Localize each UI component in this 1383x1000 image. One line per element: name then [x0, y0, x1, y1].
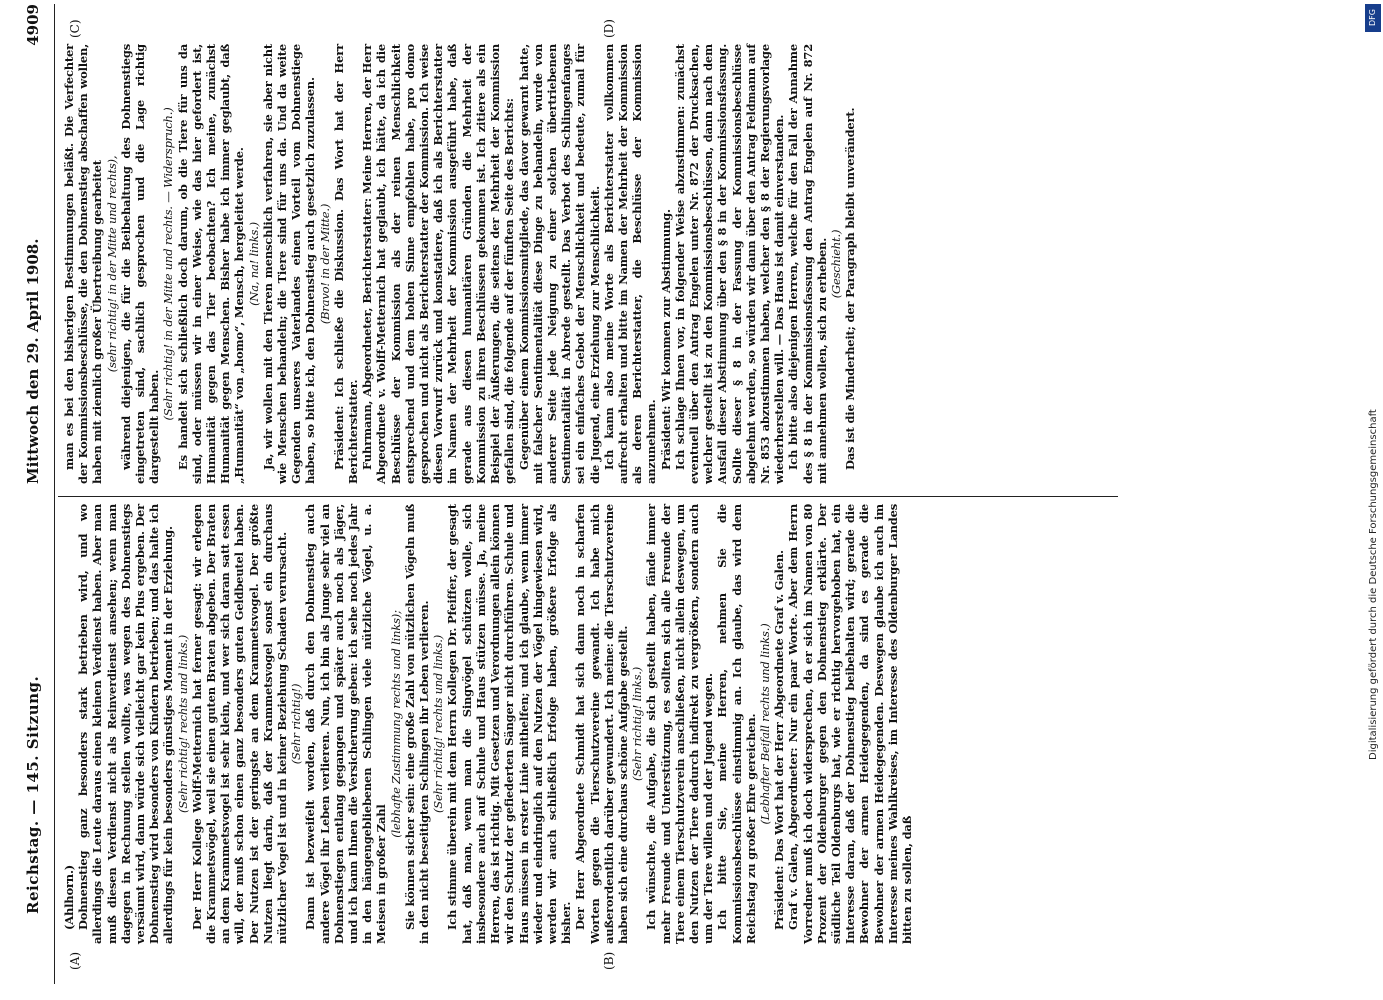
page-header: [12, 4, 52, 984]
paragraph: Der Herr Kollege Wolff-Metternich hat ferner gesagt: wir erlegen die Krammetsvögel, weil sie einen guten Braten abgeben. Der Braten an dem Krammetsvogel ist sehr klein, und wer sich daran satt essen will, der muß schon einen ganz besonders guten Geldbeutel haben. Der Nutzen ist der geringste an dem Krammetsvogel. Der größte Nutzen liegt darin, daß der Krammetsvogel sonst ein durchaus nützlicher Vogel ist und in keiner Beziehung Schaden verursacht.: [189, 504, 290, 944]
dfg-logo: DFG: [1365, 4, 1381, 32]
quotation: Gegenüber einem Kommissionsmitgliede, das davor gewarnt hatte, mit falscher Sentimentalität diese Dinge zu behandeln, wurde von anderer Seite jede Neigung zu einer solchen übertriebenen Sentimentalität in Abrede gestellt. Das Verbot des Schlingenfanges sei ein einfaches Gebot der Menschlichkeit und bedeute, zumal für die Jugend, eine Erziehung zur Menschlichkeit.: [516, 44, 602, 484]
interjection: (Lebhafter Beifall rechts und links.): [757, 623, 772, 825]
header-rule: [54, 4, 55, 984]
header-left: Reichstag. — 145. Sitzung.: [24, 675, 42, 914]
paragraph: Das ist die Minderheit; der Paragraph bleibt unverändert.: [843, 107, 858, 470]
paragraph: Ich bitte Sie, meine Herren, nehmen Sie die Kommissionsbeschlüsse einstimmig an. Ich glaube, das wird dem Reichstag zu großer Ehre gereichen.: [715, 504, 758, 944]
paragraph: man es bei den bisherigen Bestimmungen beläßt. Die Verfechter der Kommissionsbeschlüsse, die den Dohnenstieg abschaffen wollen, haben mit ziemlich großer Übertreibung gearbeitet: [62, 44, 105, 484]
page-number: 4909: [24, 4, 42, 46]
speaker-paragraph: Präsident: Ich schließe die Diskussion. Das Wort hat der Herr Berichterstatter.: [331, 44, 361, 484]
digitization-credit: Digitalisierung gefördert durch die Deutsche Forschungsgemeinschaft: [1368, 409, 1379, 760]
interjection: (Geschieht.): [828, 229, 843, 299]
speaker-paragraph: Graf v. Galen, Abgeordneter: Nur ein paar Worte. Aber dem Herrn Vorredner muß ich doch widersprechen, da er sich im Namen von 80 Prozent der Oldenburger gegen den Dohnenstieg erklärte. Der südliche Teil Oldenburgs hat, wie er richtig hervorgehoben hat, ein Interesse daran, daß der Dohnenstieg beibehalten wird; gerade die Bewohner der armen Heidegegenden, da sind es gerade die Bewohner der armen Heidegegenden. Deswegen glaube ich auch im Interesse meines Wahlkreises, im Interesse des Oldenburger Landes bitten zu sollen, daß: [786, 504, 914, 944]
speaker-paragraph: Präsident: Wir kommen zur Abstimmung.: [658, 209, 673, 470]
paragraph: Es handelt sich schließlich doch darum, ob die Tiere für uns da sind, oder müssen wir in einer Weise, wie das hier gefordert ist, Humanität gegen das Tier beobachten? Ich meine, zunächst Humanität gegen Menschen. Bisher habe ich immer geglaubt, daß „Humanität“ von „homo“, Mensch, hergeleitet werde.: [175, 44, 247, 484]
right-column: [62, 44, 857, 484]
paragraph: Dann ist bezweifelt worden, daß durch den Dohnenstieg auch andere Vögel ihr Leben verlieren. Nun, ich bin als Junge sehr viel an Dohnenstiegen entlang gegangen und später auch noch als Jäger, und ich kann Ihnen die Versicherung geben: ich sehe noch jedes Jahr in den hängengebliebenen Schlingen viele nützliche Vögel, u. a. Meisen in großer Zahl: [303, 504, 389, 944]
paragraph: Ich bitte also diejenigen Herren, welche für den Fall der Annahme des § 8 in der Kommissionsfassung den Antrag Engelen auf Nr. 872 mit annehmen wollen, sich zu erheben.: [786, 44, 829, 484]
interjection: (Sehr richtig! rechts und links.): [175, 634, 190, 814]
speaker-paragraph: Präsident: Das Wort hat der Herr Abgeordnete Graf v. Galen.: [772, 550, 787, 930]
left-column: [62, 504, 914, 944]
paragraph: Ich kann also meine Worte als Berichterstatter vollkommen aufrecht erhalten und bitte im Namen der Mehrheit der Kommission als deren Berichterstatter, die Beschlüsse der Kommission anzunehmen.: [601, 44, 659, 484]
speaker-paragraph: Fuhrmann, Abgeordneter, Berichterstatter: Meine Herren, der Herr Abgeordnete v. Wolff-Metternich hat geglaubt, ich hätte, da ich die Beschlüsse der Kommission als der reinen Menschlichkeit entsprechend und dem hohen Sinne empfohlen habe, pro domo gesprochen und nicht als Berichterstatter der Kommission. Ich weise diesen Vorwurf zurück und konstatiere, daß ich als Berichterstatter im Namen der Mehrheit der Kommission ausgeführt habe, daß gerade aus diesen humanitären Gründen die Mehrheit der Kommission zu ihren Beschlüssen gekommen ist. Ich zitiere als ein Beispiel der Äußerungen, die seitens der Mehrheit der Kommission gefallen sind, die folgende auf der fünften Seite des Berichts:: [360, 44, 517, 484]
paragraph: Ja, wir wollen mit den Tieren menschlich verfahren, sie aber nicht wie Menschen behandeln; die Tiere sind für uns da. Und da weite Gegenden unseres Vaterlandes einen Vorteil vom Dohnenstiege haben, so bitte ich, den Dohnenstieg auch gesetzlich zuzulassen.: [260, 44, 318, 484]
column-divider: [58, 496, 1118, 497]
header-date: Mittwoch den 29. April 1908.: [24, 238, 42, 484]
interjection: (Sehr richtig!): [289, 683, 304, 765]
interjection: (lebhafte Zustimmung rechts und links);: [388, 610, 403, 838]
interjection: (Na, na! links.): [246, 222, 261, 306]
margin-mark-a: (A): [68, 951, 82, 970]
interjection: (Sehr richtig! in der Mitte und rechts. — Widerspruch.): [161, 107, 176, 421]
paragraph: während diejenigen, die für die Beibehaltung des Dohnenstiegs eingetreten sind, sachlich gesprochen und die Lage richtig dargestellt haben.: [118, 44, 162, 484]
margin-mark-b: (B): [602, 951, 616, 970]
interjection: (Sehr richtig! rechts und links.): [431, 634, 446, 814]
paragraph: Sie können sicher sein: eine große Zahl von nützlichen Vögeln muß in den nicht beseitigten Schlingen ihr Leben verlieren.: [402, 504, 432, 944]
margin-mark-c: (C): [68, 19, 82, 38]
interjection: (sehr richtig! in der Mitte und rechts),: [104, 155, 119, 373]
margin-mark-d: (D): [602, 19, 616, 38]
paragraph: Ich stimme überein mit dem Herrn Kollegen Dr. Pfeiffer, der gesagt hat, daß man, wenn man die Singvögel schützen wolle, sich insbesondere auch auf Schule und Haus stützen müsse. Ja, meine Herren, das ist richtig. Mit Gesetzen und Verordnungen allein können wir den Schutz der gefiederten Sänger nicht durchführen. Schule und Haus müssen in erster Linie mithelfen; und ich glaube, wenn immer wieder und eindringlich auf den Nutzen der Vögel hingewiesen wird, werden wir auch schließlich Erfolge haben, größere Erfolge als bisher.: [445, 504, 574, 944]
paragraph: Dohnenstieg ganz besonders stark betrieben wird, und wo allerdings die Leute daraus einen kleinen Verdienst haben. Aber man muß diesen Verdienst nicht als Reinverdienst ansehen; wenn man dagegen in Rechnung stellen wollte, was wegen des Dohnenstiegs versäumt wird, dann würde sich vielleicht gar kein Plus ergeben. Der Dohnenstieg wird besonders von Kindern betrieben; und das halte ich allerdings für kein besonders günstiges Moment in der Erziehung.: [76, 504, 176, 944]
paragraph: (Ahlhorn.): [62, 865, 76, 930]
interjection: (Sehr richtig! links.): [630, 666, 645, 782]
paragraph: Ich wünschte, die Aufgabe, die sich gestellt haben, fände immer mehr Freunde und Unterstützung, es sollten sich alle Freunde der Tiere einem Tierschutzverein anschließen, nicht allein deswegen, um den Nutzen der Tiere dadurch indirekt zu vergrößern, sondern auch um der Tiere willen und der Jugend wegen.: [644, 504, 716, 944]
paragraph: Ich schlage Ihnen vor, in folgender Weise abzustimmen: zunächst eventuell über den Antrag Engelen unter Nr. 872 der Drucksachen, welcher gestellt ist zu den Kommissionsbeschlüssen, dann nach dem Ausfall dieser Abstimmung über den § 8 in der Kommissionsfassung. Sollte dieser § 8 in der Fassung der Kommissionsbeschlüsse abgelehnt werden, so würden wir dann über den Antrag Feldmann auf Nr. 853 abzustimmen haben, welcher den § 8 der Regierungsvorlage wiederherstellen will. — Das Haus ist damit einverstanden.: [672, 44, 787, 484]
paragraph: Der Herr Abgeordnete Schmidt hat sich dann noch in scharfen Worten gegen die Tierschutzvereine gewandt. Ich habe mich außerordentlich darüber gewundert. Ich meine: die Tierschutzvereine haben sich eine durchaus schöne Aufgabe gestellt.: [573, 504, 630, 944]
interjection: (Bravo! in der Mitte.): [317, 203, 332, 325]
rotated-page: [12, 4, 1312, 984]
